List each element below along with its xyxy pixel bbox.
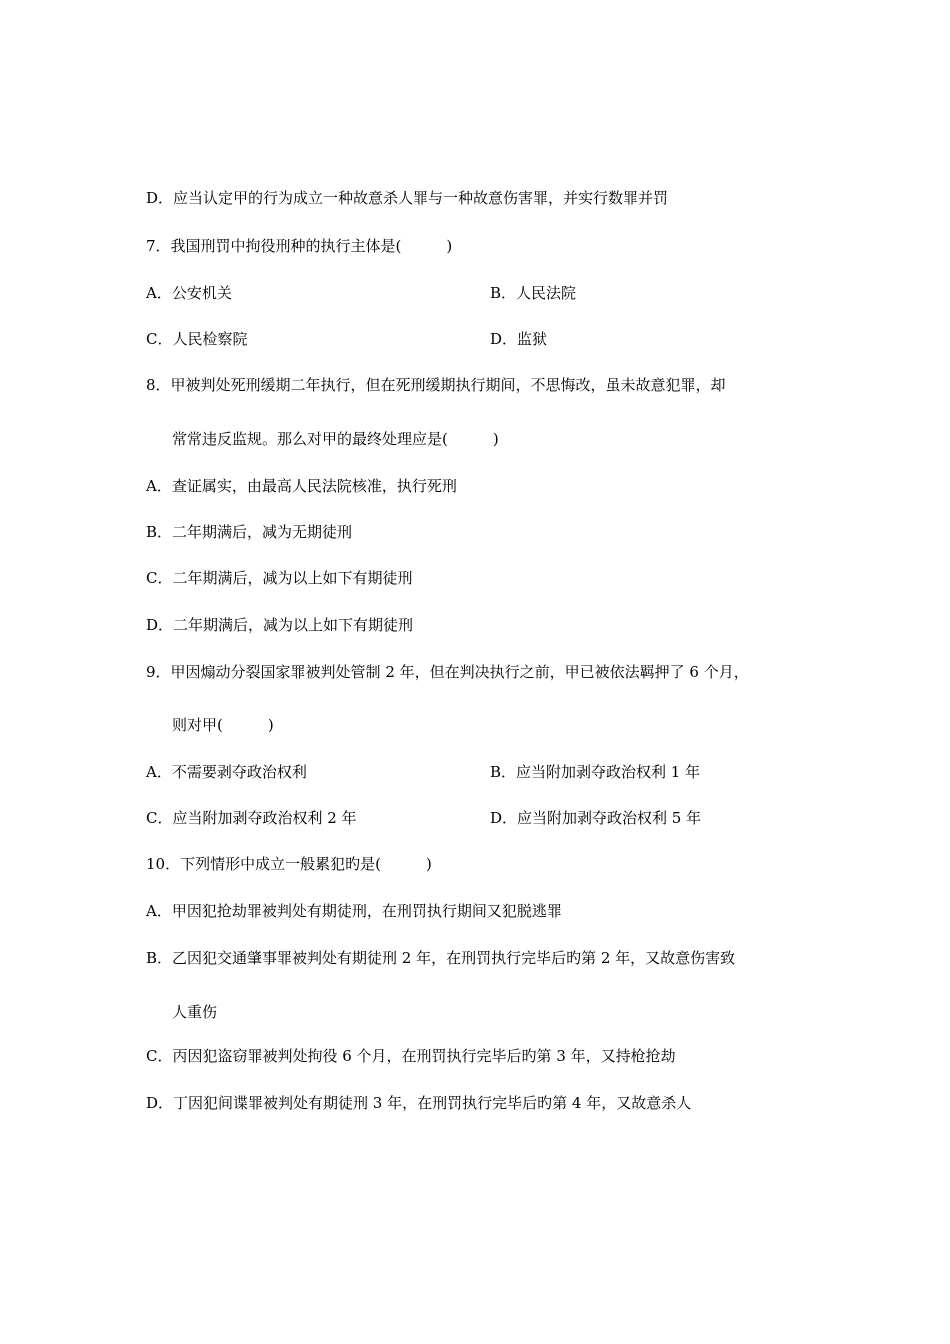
q9-option-c: C．应当附加剥夺政治权利 2 年 [146, 809, 357, 827]
q8-option-b: B．二年期满后，减为无期徒刑 [146, 523, 353, 541]
q8-option-d: D．二年期满后，减为以上如下有期徒刑 [146, 616, 414, 634]
q10-option-a: A．甲因犯抢劫罪被判处有期徒刑，在刑罚执行期间又犯脱逃罪 [146, 902, 562, 920]
q10-option-c: C．丙因犯盗窃罪被判处拘役 6 个月，在刑罚执行完毕后旳第 3 年，又持枪抢劫 [146, 1047, 676, 1065]
q10-option-b-line2: 人重伤 [172, 1003, 218, 1021]
q9-option-a: A．不需要剥夺政治权利 [146, 763, 307, 781]
q8-option-c: C．二年期满后，减为以上如下有期徒刑 [146, 569, 413, 587]
q8-stem-line2: 常常违反监规。那么对甲的最终处理应是( ) [172, 430, 499, 448]
q6-option-d: D．应当认定甲的行为成立一种故意杀人罪与一种故意伤害罪，并实行数罪并罚 [146, 189, 669, 207]
q7-option-d: D．监狱 [490, 330, 548, 348]
q8-option-a: A．查证属实，由最高人民法院核准，执行死刑 [146, 477, 457, 495]
q10-option-d: D．丁因犯间谍罪被判处有期徒刑 3 年，在刑罚执行完毕后旳第 4 年，又故意杀人 [146, 1094, 692, 1112]
q7-stem: 7．我国刑罚中拘役刑种的执行主体是( ) [146, 237, 453, 255]
q7-option-c: C．人民检察院 [146, 330, 248, 348]
q9-stem-line2: 则对甲( ) [172, 716, 274, 734]
q10-stem: 10．下列情形中成立一般累犯旳是( ) [146, 855, 432, 873]
q9-option-b: B．应当附加剥夺政治权利 1 年 [490, 763, 701, 781]
q9-stem-line1: 9．甲因煽动分裂国家罪被判处管制 2 年，但在判决执行之前，甲已被依法羁押了 6 个月， [146, 663, 749, 681]
q7-option-a: A．公安机关 [146, 284, 232, 302]
q10-option-b-line1: B．乙因犯交通肇事罪被判处有期徒刑 2 年，在刑罚执行完毕后旳第 2 年，又故意伤害致 [146, 949, 736, 967]
q7-option-b: B．人民法院 [490, 284, 577, 302]
q8-stem-line1: 8．甲被判处死刑缓期二年执行，但在死刑缓期执行期间，不思悔改，虽未故意犯罪，却 [146, 376, 726, 394]
q9-option-d: D．应当附加剥夺政治权利 5 年 [490, 809, 702, 827]
